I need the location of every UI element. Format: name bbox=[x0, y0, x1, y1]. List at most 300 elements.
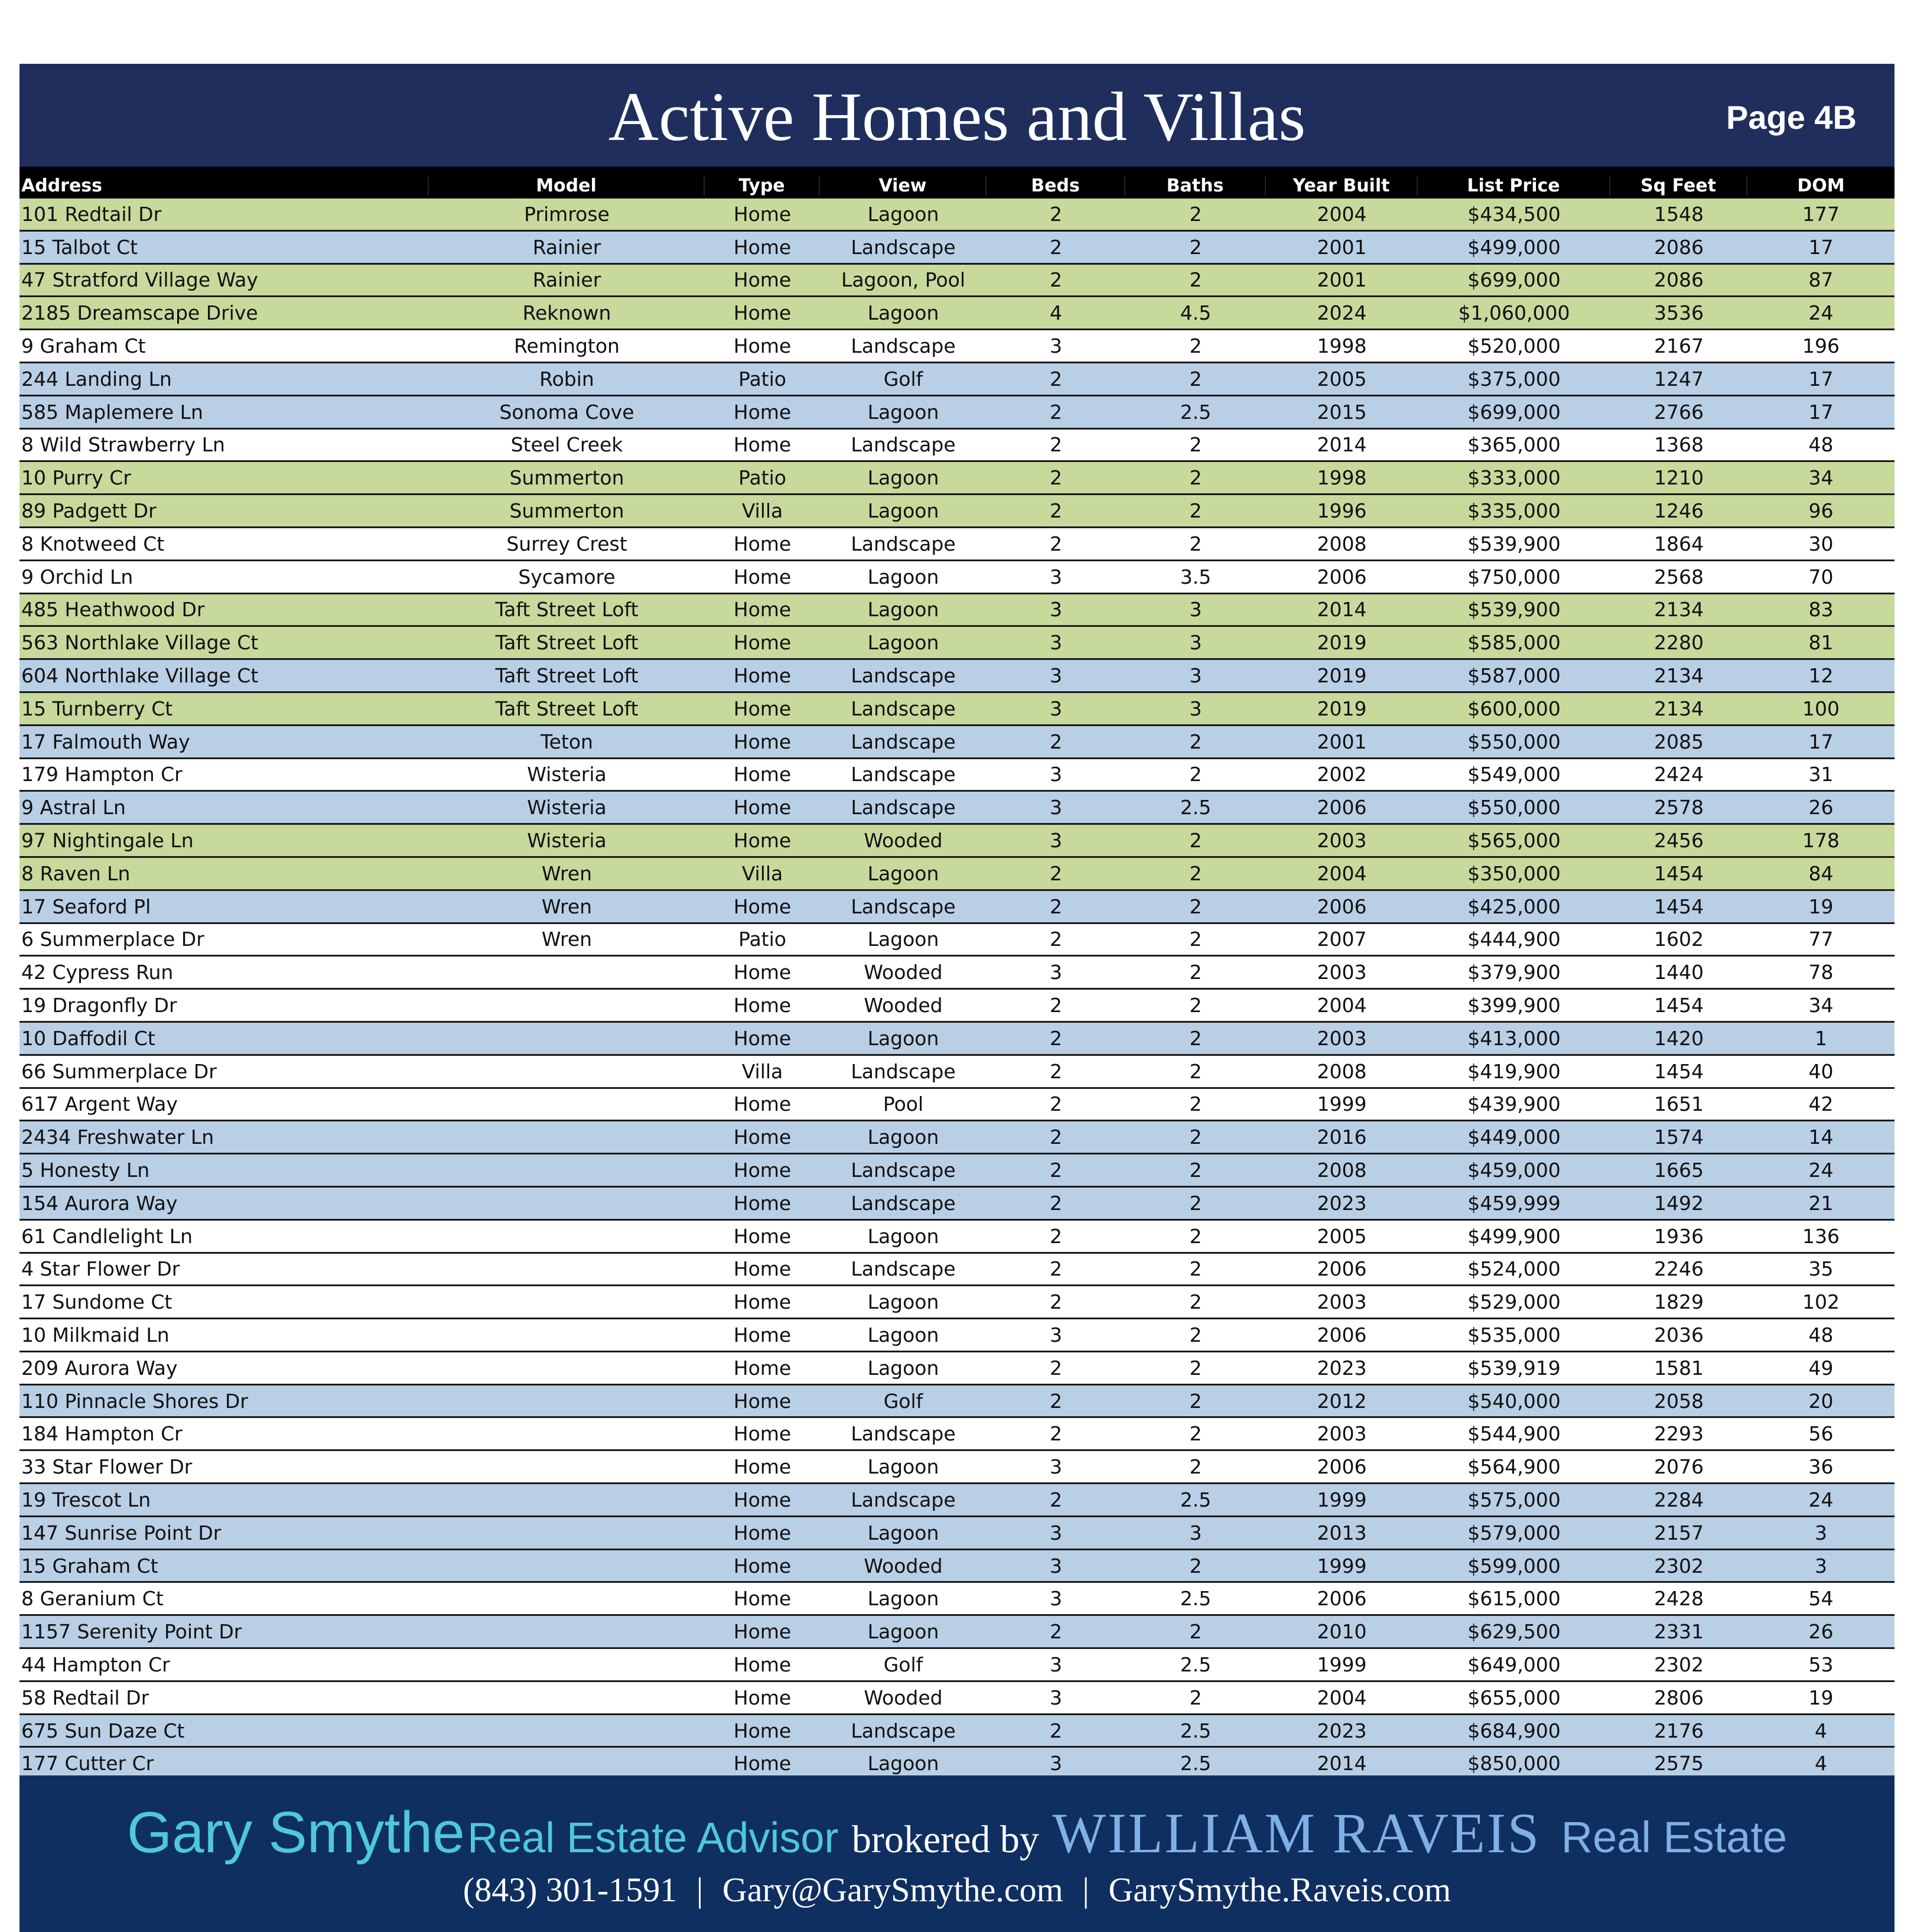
cell-view: Landscape bbox=[851, 532, 956, 555]
cell-type: Home bbox=[733, 400, 792, 424]
cell-baths: 2 bbox=[1189, 1159, 1202, 1182]
cell-year-built: 2003 bbox=[1317, 961, 1367, 984]
table-row bbox=[19, 1254, 1895, 1287]
cell-dom: 178 bbox=[1802, 829, 1840, 853]
cell-sq-feet: 2302 bbox=[1654, 1554, 1704, 1578]
cell-beds: 2 bbox=[1050, 1026, 1062, 1050]
cell-beds: 3 bbox=[1050, 1323, 1062, 1346]
cell-dom: 34 bbox=[1808, 994, 1834, 1017]
cell-address: 58 Redtail Dr bbox=[21, 1686, 149, 1709]
cell-baths: 2 bbox=[1189, 829, 1202, 853]
cell-baths: 2 bbox=[1189, 1620, 1202, 1644]
cell-sq-feet: 1829 bbox=[1654, 1290, 1704, 1314]
table-row bbox=[19, 1023, 1895, 1056]
cell-year-built: 2015 bbox=[1317, 400, 1367, 424]
cell-beds: 3 bbox=[1050, 598, 1062, 622]
cell-address: 47 Stratford Village Way bbox=[21, 268, 258, 292]
cell-address: 604 Northlake Village Ct bbox=[21, 664, 259, 688]
cell-baths: 2.5 bbox=[1180, 1653, 1212, 1676]
cell-dom: 19 bbox=[1808, 895, 1834, 918]
cell-model: Taft Street Loft bbox=[495, 631, 639, 655]
cell-baths: 2 bbox=[1189, 268, 1202, 292]
cell-baths: 2 bbox=[1189, 961, 1202, 984]
cell-list-price: $539,919 bbox=[1467, 1356, 1561, 1380]
cell-sq-feet: 2246 bbox=[1654, 1257, 1704, 1281]
cell-dom: 3 bbox=[1815, 1554, 1827, 1578]
table-row bbox=[19, 1221, 1895, 1254]
cell-type: Home bbox=[733, 1422, 792, 1446]
cell-view: Landscape bbox=[851, 1488, 956, 1511]
cell-sq-feet: 2331 bbox=[1654, 1620, 1704, 1644]
cell-sq-feet: 1602 bbox=[1654, 928, 1704, 951]
table-row bbox=[19, 1188, 1895, 1221]
cell-list-price: $549,000 bbox=[1467, 763, 1561, 786]
cell-model: Wisteria bbox=[527, 796, 607, 819]
cell-type: Home bbox=[733, 1224, 792, 1248]
cell-sq-feet: 1440 bbox=[1654, 961, 1704, 984]
cell-list-price: $335,000 bbox=[1467, 499, 1561, 523]
table-row bbox=[19, 990, 1895, 1023]
cell-beds: 2 bbox=[1050, 433, 1062, 457]
cell-baths: 2 bbox=[1189, 1290, 1202, 1314]
cell-beds: 3 bbox=[1050, 1686, 1062, 1709]
cell-address: 8 Wild Strawberry Ln bbox=[21, 433, 225, 457]
brand-line bbox=[19, 1799, 1895, 1866]
cell-baths: 3 bbox=[1189, 631, 1202, 655]
cell-list-price: $649,000 bbox=[1467, 1653, 1561, 1676]
cell-sq-feet: 2424 bbox=[1654, 763, 1704, 786]
cell-type: Home bbox=[733, 1290, 792, 1314]
cell-beds: 3 bbox=[1050, 796, 1062, 819]
cell-model: Sycamore bbox=[518, 565, 616, 588]
cell-beds: 2 bbox=[1050, 895, 1062, 918]
cell-sq-feet: 1665 bbox=[1654, 1159, 1704, 1182]
cell-type: Home bbox=[733, 1521, 792, 1544]
table-row bbox=[19, 1319, 1895, 1352]
cell-sq-feet: 2134 bbox=[1654, 697, 1704, 720]
cell-baths: 2 bbox=[1189, 1455, 1202, 1479]
cell-beds: 2 bbox=[1050, 1389, 1062, 1413]
cell-year-built: 2007 bbox=[1317, 928, 1367, 951]
cell-baths: 2 bbox=[1189, 1323, 1202, 1346]
cell-list-price: $540,000 bbox=[1467, 1389, 1561, 1413]
cell-year-built: 2001 bbox=[1317, 268, 1367, 292]
cell-baths: 2.5 bbox=[1180, 1587, 1212, 1611]
table-row bbox=[19, 924, 1895, 957]
cell-view: Lagoon bbox=[867, 598, 939, 622]
table-row bbox=[19, 1154, 1895, 1188]
cell-dom: 24 bbox=[1808, 1159, 1834, 1182]
cell-address: 10 Purry Cr bbox=[21, 466, 131, 490]
cell-dom: 17 bbox=[1808, 730, 1834, 753]
cell-list-price: $439,900 bbox=[1467, 1092, 1561, 1116]
cell-beds: 3 bbox=[1050, 961, 1062, 984]
cell-address: 15 Graham Ct bbox=[21, 1554, 158, 1578]
table-row bbox=[19, 1649, 1895, 1682]
table-row bbox=[19, 1484, 1895, 1517]
cell-type: Home bbox=[733, 895, 792, 918]
cell-dom: 84 bbox=[1808, 861, 1834, 885]
cell-sq-feet: 2428 bbox=[1654, 1587, 1704, 1611]
table-row bbox=[19, 1451, 1895, 1484]
cell-list-price: $850,000 bbox=[1467, 1752, 1561, 1775]
cell-view: Landscape bbox=[851, 664, 956, 688]
cell-view: Lagoon bbox=[867, 1356, 939, 1380]
cell-sq-feet: 2134 bbox=[1654, 664, 1704, 688]
cell-dom: 21 bbox=[1808, 1191, 1834, 1215]
cell-sq-feet: 2134 bbox=[1654, 598, 1704, 622]
cell-list-price: $413,000 bbox=[1467, 1026, 1561, 1050]
cell-list-price: $544,900 bbox=[1467, 1422, 1561, 1446]
cell-address: 97 Nightingale Ln bbox=[21, 829, 194, 853]
cell-view: Landscape bbox=[851, 433, 956, 457]
cell-address: 8 Knotweed Ct bbox=[21, 532, 165, 555]
table-row bbox=[19, 726, 1895, 759]
table-row bbox=[19, 396, 1895, 430]
cell-baths: 2 bbox=[1189, 1554, 1202, 1578]
cell-list-price: $600,000 bbox=[1467, 697, 1561, 720]
cell-baths: 2 bbox=[1189, 1422, 1202, 1446]
phone-number[interactable]: (843) 301-1591 bbox=[463, 1871, 678, 1909]
cell-year-built: 2019 bbox=[1317, 631, 1367, 655]
cell-dom: 83 bbox=[1808, 598, 1834, 622]
cell-baths: 2.5 bbox=[1180, 796, 1212, 819]
cell-year-built: 2003 bbox=[1317, 1290, 1367, 1314]
cell-beds: 2 bbox=[1050, 235, 1062, 259]
table-row bbox=[19, 1121, 1895, 1154]
cell-baths: 2 bbox=[1189, 928, 1202, 951]
cell-address: 44 Hampton Cr bbox=[21, 1653, 170, 1676]
cell-view: Wooded bbox=[864, 994, 943, 1017]
separator: | bbox=[696, 1871, 704, 1909]
cell-list-price: $615,000 bbox=[1467, 1587, 1561, 1611]
cell-view: Lagoon bbox=[867, 466, 939, 490]
agent-title: Real Estate Advisor bbox=[467, 1814, 839, 1862]
cell-type: Home bbox=[733, 961, 792, 984]
cell-view: Lagoon bbox=[867, 1126, 939, 1149]
cell-baths: 2 bbox=[1189, 1026, 1202, 1050]
cell-dom: 17 bbox=[1808, 400, 1834, 424]
cell-year-built: 2024 bbox=[1317, 301, 1367, 325]
cell-beds: 2 bbox=[1050, 499, 1062, 523]
cell-list-price: $1,060,000 bbox=[1458, 301, 1570, 325]
cell-year-built: 2006 bbox=[1317, 796, 1367, 819]
cell-dom: 48 bbox=[1808, 433, 1834, 457]
cell-dom: 81 bbox=[1808, 631, 1834, 655]
cell-beds: 3 bbox=[1050, 1653, 1062, 1676]
cell-sq-feet: 2058 bbox=[1654, 1389, 1704, 1413]
cell-beds: 2 bbox=[1050, 1488, 1062, 1511]
cell-view: Lagoon bbox=[867, 1752, 939, 1775]
cell-sq-feet: 2157 bbox=[1654, 1521, 1704, 1544]
table-row bbox=[19, 330, 1895, 363]
cell-view: Lagoon bbox=[867, 928, 939, 951]
cell-list-price: $539,900 bbox=[1467, 598, 1561, 622]
cell-year-built: 2006 bbox=[1317, 1587, 1367, 1611]
cell-year-built: 1999 bbox=[1317, 1653, 1367, 1676]
cell-type: Home bbox=[733, 1026, 792, 1050]
cell-dom: 17 bbox=[1808, 235, 1834, 259]
cell-baths: 2 bbox=[1189, 1126, 1202, 1149]
cell-list-price: $750,000 bbox=[1467, 565, 1561, 588]
cell-sq-feet: 1368 bbox=[1654, 433, 1704, 457]
cell-baths: 3 bbox=[1189, 664, 1202, 688]
cell-list-price: $684,900 bbox=[1467, 1719, 1561, 1742]
cell-year-built: 2004 bbox=[1317, 202, 1367, 226]
cell-list-price: $434,500 bbox=[1467, 202, 1561, 226]
cell-sq-feet: 2293 bbox=[1654, 1422, 1704, 1446]
cell-view: Golf bbox=[883, 1653, 923, 1676]
cell-year-built: 2014 bbox=[1317, 598, 1367, 622]
listings-table bbox=[19, 167, 1895, 1781]
cell-model: Wisteria bbox=[527, 829, 607, 853]
table-row bbox=[19, 1682, 1895, 1715]
table-row bbox=[19, 1352, 1895, 1385]
cell-baths: 2 bbox=[1189, 367, 1202, 391]
column-header-year-built: Year Built bbox=[1266, 175, 1418, 196]
cell-beds: 2 bbox=[1050, 1620, 1062, 1644]
cell-type: Home bbox=[733, 664, 792, 688]
cell-dom: 177 bbox=[1802, 202, 1840, 226]
cell-dom: 26 bbox=[1808, 796, 1834, 819]
cell-model: Taft Street Loft bbox=[495, 697, 639, 720]
cell-view: Landscape bbox=[851, 1059, 956, 1083]
cell-beds: 2 bbox=[1050, 730, 1062, 753]
cell-view: Lagoon bbox=[867, 1455, 939, 1479]
cell-model: Sonoma Cove bbox=[499, 400, 634, 424]
cell-view: Landscape bbox=[851, 1257, 956, 1281]
cell-beds: 2 bbox=[1050, 1257, 1062, 1281]
cell-sq-feet: 1454 bbox=[1654, 895, 1704, 918]
table-row bbox=[19, 891, 1895, 924]
cell-view: Lagoon bbox=[867, 202, 939, 226]
cell-model: Taft Street Loft bbox=[495, 598, 639, 622]
cell-baths: 2 bbox=[1189, 1389, 1202, 1413]
cell-year-built: 2014 bbox=[1317, 433, 1367, 457]
cell-baths: 2 bbox=[1189, 730, 1202, 753]
cell-year-built: 1998 bbox=[1317, 334, 1367, 358]
cell-baths: 2.5 bbox=[1180, 1488, 1212, 1511]
cell-type: Home bbox=[733, 235, 792, 259]
cell-baths: 2.5 bbox=[1180, 400, 1212, 424]
cell-list-price: $575,000 bbox=[1467, 1488, 1561, 1511]
cell-sq-feet: 1454 bbox=[1654, 994, 1704, 1017]
cell-address: 8 Raven Ln bbox=[21, 861, 131, 885]
cell-baths: 2 bbox=[1189, 1356, 1202, 1380]
cell-type: Home bbox=[733, 202, 792, 226]
brokerage-suffix: Real Estate bbox=[1561, 1813, 1788, 1862]
separator: | bbox=[1082, 1871, 1089, 1909]
agent-name: Gary Smythe bbox=[126, 1800, 465, 1865]
cell-model: Surrey Crest bbox=[506, 532, 627, 555]
cell-list-price: $585,000 bbox=[1467, 631, 1561, 655]
contact-line bbox=[19, 1870, 1895, 1910]
cell-address: 10 Milkmaid Ln bbox=[21, 1323, 170, 1346]
cell-baths: 2 bbox=[1189, 1059, 1202, 1083]
cell-beds: 3 bbox=[1050, 1587, 1062, 1611]
cell-beds: 3 bbox=[1050, 829, 1062, 853]
cell-beds: 3 bbox=[1050, 1554, 1062, 1578]
column-header-model: Model bbox=[429, 175, 705, 196]
table-row bbox=[19, 232, 1895, 265]
cell-list-price: $499,000 bbox=[1467, 235, 1561, 259]
cell-type: Patio bbox=[738, 367, 786, 391]
table-row bbox=[19, 693, 1895, 726]
table-row bbox=[19, 199, 1895, 232]
cell-year-built: 2006 bbox=[1317, 565, 1367, 588]
cell-type: Home bbox=[733, 1620, 792, 1644]
table-row bbox=[19, 792, 1895, 825]
cell-dom: 78 bbox=[1808, 961, 1834, 984]
cell-model: Robin bbox=[539, 367, 594, 391]
cell-year-built: 2005 bbox=[1317, 1224, 1367, 1248]
cell-beds: 2 bbox=[1050, 1059, 1062, 1083]
website-link[interactable]: GarySmythe.Raveis.com bbox=[1108, 1871, 1451, 1909]
brokerage-name: WILLIAM RAVEIS bbox=[1052, 1801, 1541, 1865]
cell-model: Summerton bbox=[509, 466, 624, 490]
cell-sq-feet: 1454 bbox=[1654, 1059, 1704, 1083]
cell-view: Pool bbox=[883, 1092, 924, 1116]
cell-type: Home bbox=[733, 1126, 792, 1149]
cell-beds: 3 bbox=[1050, 1455, 1062, 1479]
cell-sq-feet: 2167 bbox=[1654, 334, 1704, 358]
cell-sq-feet: 2086 bbox=[1654, 268, 1704, 292]
cell-list-price: $449,000 bbox=[1467, 1126, 1561, 1149]
cell-view: Landscape bbox=[851, 334, 956, 358]
cell-dom: 102 bbox=[1802, 1290, 1840, 1314]
cell-model: Rainier bbox=[532, 235, 601, 259]
cell-list-price: $564,900 bbox=[1467, 1455, 1561, 1479]
cell-sq-feet: 1548 bbox=[1654, 202, 1704, 226]
cell-view: Wooded bbox=[864, 1686, 943, 1709]
cell-sq-feet: 1246 bbox=[1654, 499, 1704, 523]
cell-view: Landscape bbox=[851, 730, 956, 753]
cell-list-price: $444,900 bbox=[1467, 928, 1561, 951]
cell-model: Remington bbox=[514, 334, 620, 358]
cell-view: Lagoon bbox=[867, 1521, 939, 1544]
cell-address: 177 Cutter Cr bbox=[21, 1752, 154, 1775]
cell-beds: 2 bbox=[1050, 532, 1062, 555]
cell-address: 1157 Serenity Point Dr bbox=[21, 1620, 242, 1644]
table-row bbox=[19, 1715, 1895, 1748]
cell-address: 33 Star Flower Dr bbox=[21, 1455, 193, 1479]
cell-list-price: $419,900 bbox=[1467, 1059, 1561, 1083]
cell-baths: 2 bbox=[1189, 202, 1202, 226]
cell-dom: 20 bbox=[1808, 1389, 1834, 1413]
cell-address: 563 Northlake Village Ct bbox=[21, 631, 259, 655]
cell-type: Home bbox=[733, 829, 792, 853]
cell-view: Lagoon, Pool bbox=[841, 268, 966, 292]
cell-dom: 30 bbox=[1808, 532, 1834, 555]
cell-address: 17 Sundome Ct bbox=[21, 1290, 172, 1314]
cell-beds: 2 bbox=[1050, 1191, 1062, 1215]
cell-year-built: 1999 bbox=[1317, 1092, 1367, 1116]
table-row bbox=[19, 957, 1895, 990]
cell-list-price: $699,000 bbox=[1467, 268, 1561, 292]
cell-list-price: $365,000 bbox=[1467, 433, 1561, 457]
cell-type: Home bbox=[733, 730, 792, 753]
cell-dom: 17 bbox=[1808, 367, 1834, 391]
cell-baths: 2 bbox=[1189, 499, 1202, 523]
cell-type: Patio bbox=[738, 466, 786, 490]
cell-list-price: $550,000 bbox=[1467, 796, 1561, 819]
cell-address: 89 Padgett Dr bbox=[21, 499, 157, 523]
cell-sq-feet: 2578 bbox=[1654, 796, 1704, 819]
cell-year-built: 2012 bbox=[1317, 1389, 1367, 1413]
cell-year-built: 2006 bbox=[1317, 1323, 1367, 1346]
cell-dom: 14 bbox=[1808, 1126, 1834, 1149]
cell-view: Lagoon bbox=[867, 631, 939, 655]
cell-type: Home bbox=[733, 1159, 792, 1182]
cell-list-price: $459,999 bbox=[1467, 1191, 1561, 1215]
cell-sq-feet: 2806 bbox=[1654, 1686, 1704, 1709]
cell-sq-feet: 1454 bbox=[1654, 861, 1704, 885]
cell-beds: 2 bbox=[1050, 367, 1062, 391]
cell-sq-feet: 1936 bbox=[1654, 1224, 1704, 1248]
cell-baths: 2 bbox=[1189, 433, 1202, 457]
cell-year-built: 2006 bbox=[1317, 895, 1367, 918]
cell-beds: 2 bbox=[1050, 1092, 1062, 1116]
table-row bbox=[19, 759, 1895, 792]
cell-dom: 96 bbox=[1808, 499, 1834, 523]
cell-beds: 3 bbox=[1050, 697, 1062, 720]
cell-dom: 49 bbox=[1808, 1356, 1834, 1380]
cell-type: Home bbox=[733, 1092, 792, 1116]
cell-year-built: 2023 bbox=[1317, 1356, 1367, 1380]
cell-view: Golf bbox=[883, 367, 923, 391]
cell-sq-feet: 2176 bbox=[1654, 1719, 1704, 1742]
cell-dom: 53 bbox=[1808, 1653, 1834, 1676]
table-header-row bbox=[19, 167, 1895, 199]
cell-beds: 2 bbox=[1050, 928, 1062, 951]
cell-address: 61 Candlelight Ln bbox=[21, 1224, 193, 1248]
table-row bbox=[19, 1089, 1895, 1122]
cell-year-built: 2014 bbox=[1317, 1752, 1367, 1775]
cell-baths: 2 bbox=[1189, 334, 1202, 358]
cell-year-built: 2008 bbox=[1317, 1059, 1367, 1083]
cell-baths: 2 bbox=[1189, 895, 1202, 918]
cell-view: Landscape bbox=[851, 1159, 956, 1182]
cell-type: Home bbox=[733, 1752, 792, 1775]
email-link[interactable]: Gary@GarySmythe.com bbox=[722, 1871, 1063, 1909]
cell-type: Home bbox=[733, 1686, 792, 1709]
cell-view: Lagoon bbox=[867, 1224, 939, 1248]
cell-address: 154 Aurora Way bbox=[21, 1191, 178, 1215]
cell-baths: 2 bbox=[1189, 532, 1202, 555]
cell-address: 8 Geranium Ct bbox=[21, 1587, 164, 1611]
cell-list-price: $599,000 bbox=[1467, 1554, 1561, 1578]
cell-year-built: 2004 bbox=[1317, 861, 1367, 885]
table-row bbox=[19, 561, 1895, 594]
cell-type: Home bbox=[733, 763, 792, 786]
agent-footer bbox=[19, 1775, 1895, 1932]
cell-year-built: 2013 bbox=[1317, 1521, 1367, 1544]
column-header-sq-feet: Sq Feet bbox=[1610, 175, 1747, 196]
cell-dom: 35 bbox=[1808, 1257, 1834, 1281]
cell-dom: 136 bbox=[1802, 1224, 1840, 1248]
column-header-view: View bbox=[820, 175, 987, 196]
cell-beds: 2 bbox=[1050, 1422, 1062, 1446]
cell-dom: 36 bbox=[1808, 1455, 1834, 1479]
cell-model: Wren bbox=[541, 928, 593, 951]
cell-sq-feet: 2568 bbox=[1654, 565, 1704, 588]
cell-dom: 1 bbox=[1815, 1026, 1827, 1050]
cell-sq-feet: 1864 bbox=[1654, 532, 1704, 555]
cell-beds: 2 bbox=[1050, 861, 1062, 885]
cell-baths: 2 bbox=[1189, 235, 1202, 259]
cell-address: 10 Daffodil Ct bbox=[21, 1026, 155, 1050]
table-row bbox=[19, 495, 1895, 528]
